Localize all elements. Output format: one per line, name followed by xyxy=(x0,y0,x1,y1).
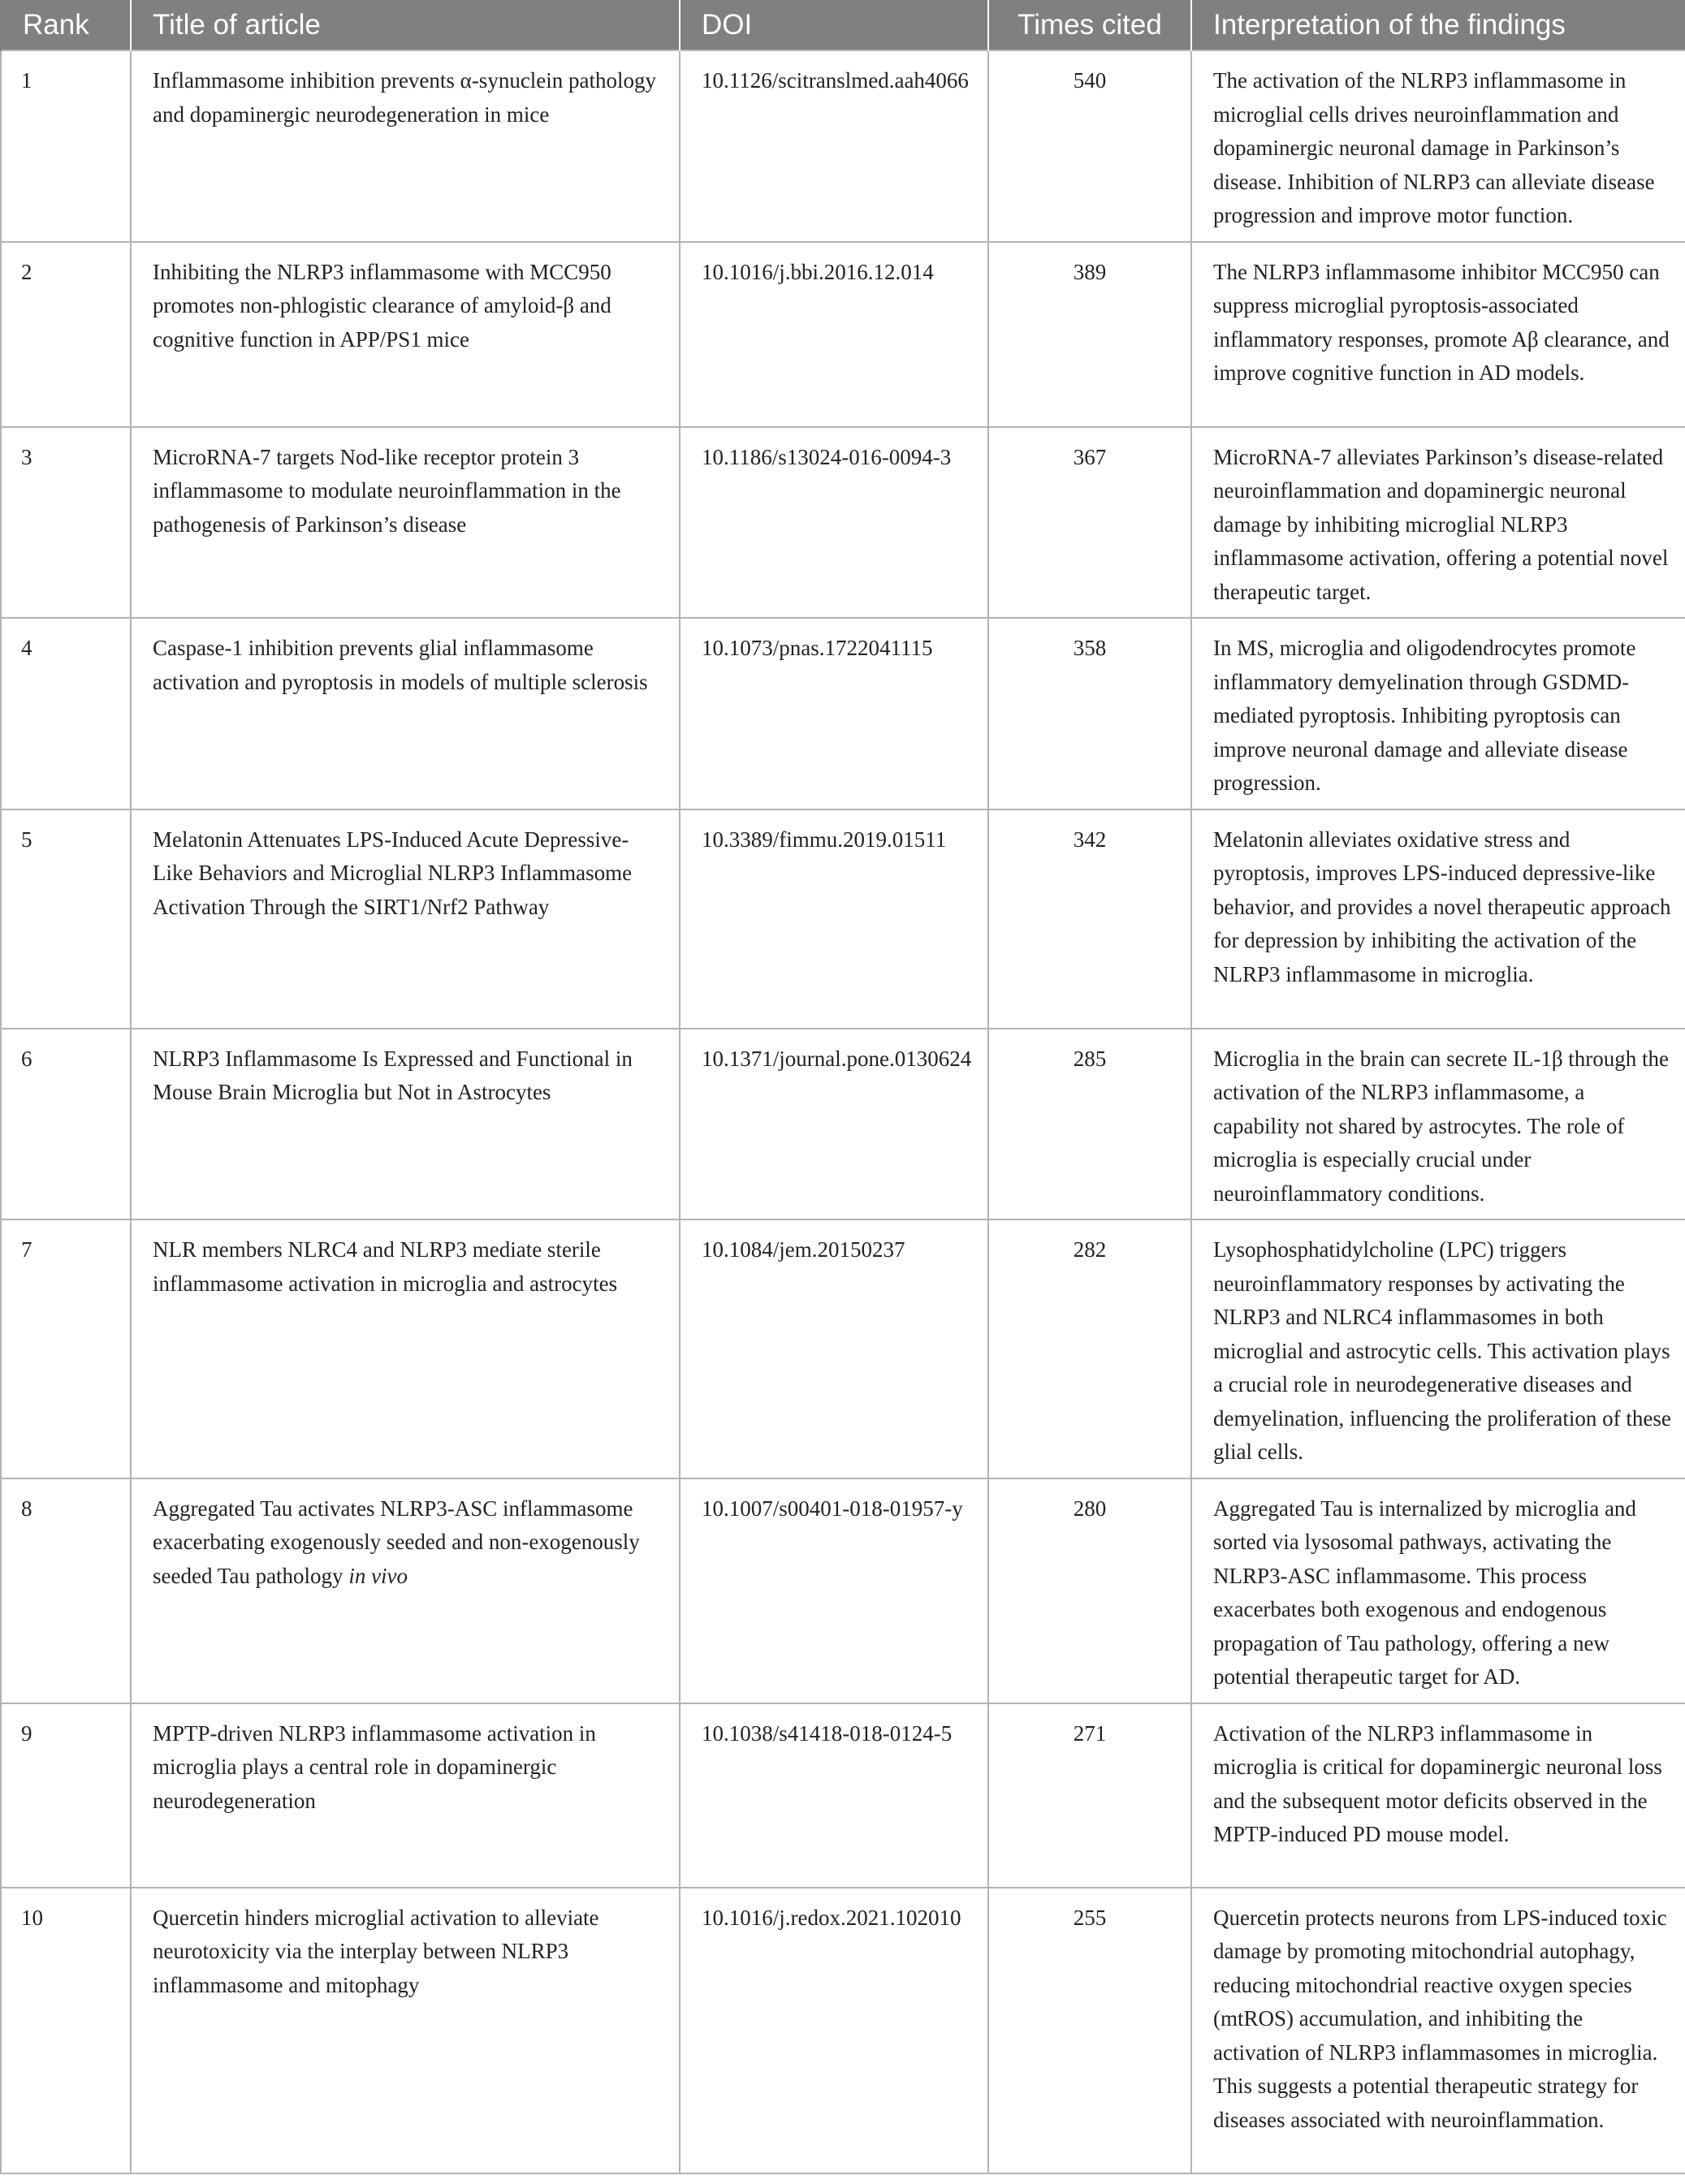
cell-doi: 10.3389/fimmu.2019.01511 xyxy=(680,809,988,1029)
cell-interpretation: In MS, microglia and oligodendrocytes promote inflammatory demyelination through GSDMD-mediated pyroptosis. Inhibiting pyroptosis can improve neuronal damage and alleviate disease progression. xyxy=(1191,618,1685,809)
cell-times-cited: 540 xyxy=(988,50,1191,242)
cell-title: NLRP3 Inflammasome Is Expressed and Functional in Mouse Brain Microglia but Not in Astrocytes xyxy=(131,1029,680,1220)
cell-rank: 6 xyxy=(1,1029,131,1220)
cell-title: MPTP-driven NLRP3 inflammasome activation in microglia plays a central role in dopaminergic neurodegeneration xyxy=(131,1703,680,1888)
cell-doi: 10.1007/s00401-018-01957-y xyxy=(680,1478,988,1703)
cell-interpretation: The NLRP3 inflammasome inhibitor MCC950 can suppress microglial pyroptosis-associated inflammatory responses, promote Aβ clearance, and improve cognitive function in AD models. xyxy=(1191,242,1685,427)
cell-interpretation: Activation of the NLRP3 inflammasome in microglia is critical for dopaminergic neuronal loss and the subsequent motor deficits observed in the MPTP-induced PD mouse model. xyxy=(1191,1703,1685,1888)
cell-rank: 2 xyxy=(1,242,131,427)
table-row xyxy=(1,618,1685,809)
header-doi: DOI xyxy=(680,0,988,50)
cell-interpretation: Quercetin protects neurons from LPS-induced toxic damage by promoting mitochondrial autophagy, reducing mitochondrial reactive oxygen species (mtROS) accumulation, and inhibiting the activation of NLRP3 inflammasomes in microglia. This suggests a potential therapeutic strategy for diseases associated with neuroinflammation. xyxy=(1191,1888,1685,2173)
header-title: Title of article xyxy=(131,0,680,50)
cell-title: Inflammasome inhibition prevents α-synuclein pathology and dopaminergic neurodegeneration in mice xyxy=(131,50,680,242)
cell-times-cited: 271 xyxy=(988,1703,1191,1888)
cell-doi: 10.1016/j.redox.2021.102010 xyxy=(680,1888,988,2173)
cell-title: Caspase-1 inhibition prevents glial inflammasome activation and pyroptosis in models of multiple sclerosis xyxy=(131,618,680,809)
cell-doi: 10.1186/s13024-016-0094-3 xyxy=(680,427,988,619)
title-text: Aggregated Tau activates NLRP3-ASC inflammasome exacerbating exogenously seeded and non-exogenously seeded Tau pathology xyxy=(153,1496,640,1588)
table-row xyxy=(1,1888,1685,2173)
title-italic-suffix: in vivo xyxy=(348,1563,408,1588)
table-row xyxy=(1,1029,1685,1220)
cell-times-cited: 280 xyxy=(988,1478,1191,1703)
table-row xyxy=(1,1478,1685,1703)
cell-interpretation: The activation of the NLRP3 inflammasome in microglial cells drives neuroinflammation and dopaminergic neuronal damage in Parkinson’s disease. Inhibition of NLRP3 can alleviate disease progression and improve motor function. xyxy=(1191,50,1685,242)
cell-doi: 10.1371/journal.pone.0130624 xyxy=(680,1029,988,1220)
header-interpretation: Interpretation of the findings xyxy=(1191,0,1685,50)
cell-rank: 9 xyxy=(1,1703,131,1888)
table-row xyxy=(1,809,1685,1029)
cell-times-cited: 282 xyxy=(988,1219,1191,1478)
table-header xyxy=(1,0,1685,50)
cell-title: Quercetin hinders microglial activation to alleviate neurotoxicity via the interplay between NLRP3 inflammasome and mitophagy xyxy=(131,1888,680,2173)
cell-doi: 10.1016/j.bbi.2016.12.014 xyxy=(680,242,988,427)
table-row xyxy=(1,427,1685,619)
cell-rank: 10 xyxy=(1,1888,131,2173)
cell-title xyxy=(131,1478,680,1703)
cell-doi: 10.1073/pnas.1722041115 xyxy=(680,618,988,809)
header-rank: Rank xyxy=(1,0,131,50)
cell-rank: 4 xyxy=(1,618,131,809)
cell-interpretation: Microglia in the brain can secrete IL-1β through the activation of the NLRP3 inflammasome, a capability not shared by astrocytes. The role of microglia is especially crucial under neuroinflammatory conditions. xyxy=(1191,1029,1685,1220)
header-times-cited: Times cited xyxy=(988,0,1191,50)
cell-title: Inhibiting the NLRP3 inflammasome with MCC950 promotes non-phlogistic clearance of amyloid-β and cognitive function in APP/PS1 mice xyxy=(131,242,680,427)
cell-doi: 10.1038/s41418-018-0124-5 xyxy=(680,1703,988,1888)
cell-rank: 7 xyxy=(1,1219,131,1478)
cell-title: MicroRNA-7 targets Nod-like receptor protein 3 inflammasome to modulate neuroinflammation in the pathogenesis of Parkinson’s disease xyxy=(131,427,680,619)
cell-rank: 8 xyxy=(1,1478,131,1703)
header-row xyxy=(1,0,1685,50)
cell-rank: 5 xyxy=(1,809,131,1029)
cell-doi: 10.1084/jem.20150237 xyxy=(680,1219,988,1478)
cell-rank: 3 xyxy=(1,427,131,619)
cell-times-cited: 255 xyxy=(988,1888,1191,2173)
cell-times-cited: 389 xyxy=(988,242,1191,427)
cell-times-cited: 342 xyxy=(988,809,1191,1029)
cell-interpretation: MicroRNA-7 alleviates Parkinson’s disease-related neuroinflammation and dopaminergic neuronal damage by inhibiting microglial NLRP3 inflammasome activation, offering a potential novel therapeutic target. xyxy=(1191,427,1685,619)
table-row xyxy=(1,1703,1685,1888)
cell-interpretation: Lysophosphatidylcholine (LPC) triggers neuroinflammatory responses by activating the NLRP3 and NLRC4 inflammasomes in both microglial and astrocytic cells. This activation plays a crucial role in neurodegenerative diseases and demyelination, influencing the proliferation of these glial cells. xyxy=(1191,1219,1685,1478)
table-row xyxy=(1,50,1685,242)
table-row xyxy=(1,1219,1685,1478)
cell-title: NLR members NLRC4 and NLRP3 mediate sterile inflammasome activation in microglia and astrocytes xyxy=(131,1219,680,1478)
cell-doi: 10.1126/scitranslmed.aah4066 xyxy=(680,50,988,242)
cell-rank: 1 xyxy=(1,50,131,242)
cell-interpretation: Aggregated Tau is internalized by microglia and sorted via lysosomal pathways, activating the NLRP3-ASC inflammasome. This process exacerbates both exogenous and endogenous propagation of Tau pathology, offering a new potential therapeutic target for AD. xyxy=(1191,1478,1685,1703)
table-body xyxy=(1,50,1685,2173)
cell-times-cited: 285 xyxy=(988,1029,1191,1220)
cell-title: Melatonin Attenuates LPS-Induced Acute Depressive-Like Behaviors and Microglial NLRP3 Inflammasome Activation Through the SIRT1/Nrf2 Pathway xyxy=(131,809,680,1029)
cell-interpretation: Melatonin alleviates oxidative stress and pyroptosis, improves LPS-induced depressive-like behavior, and provides a novel therapeutic approach for depression by inhibiting the activation of the NLRP3 inflammasome in microglia. xyxy=(1191,809,1685,1029)
table-row xyxy=(1,242,1685,427)
cell-times-cited: 358 xyxy=(988,618,1191,809)
cell-times-cited: 367 xyxy=(988,427,1191,619)
